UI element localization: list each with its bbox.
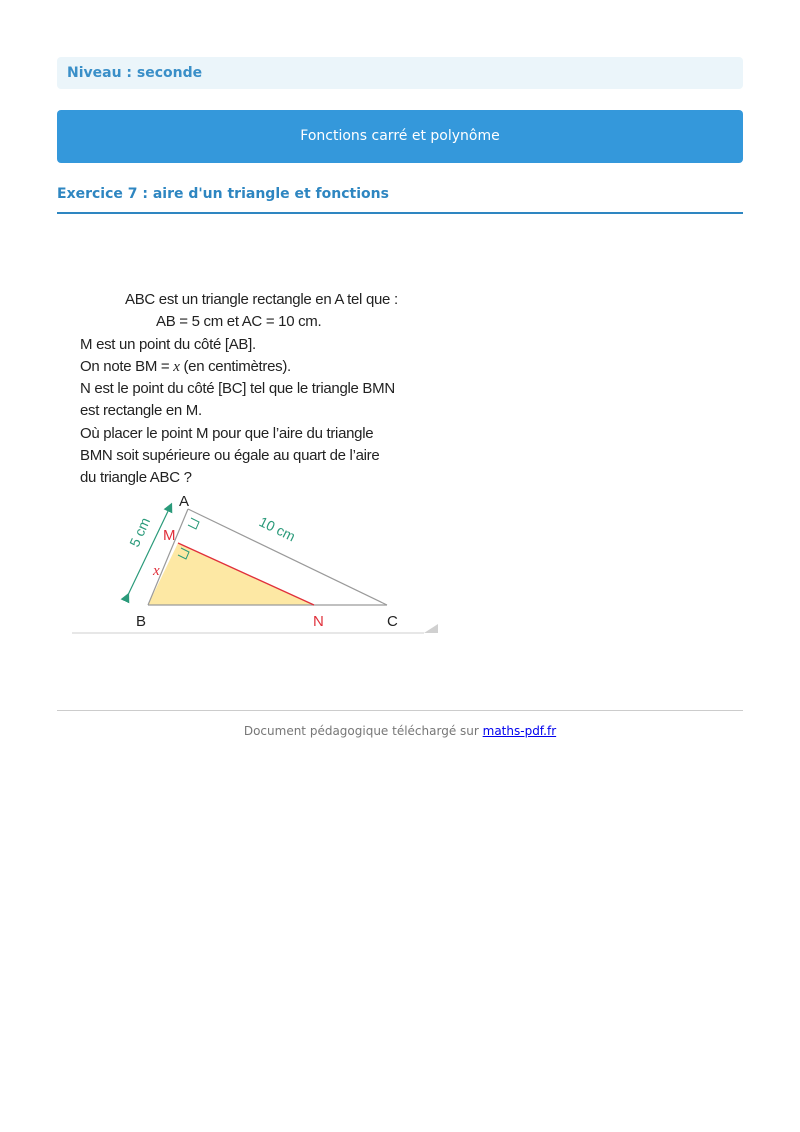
statement-line: ABC est un triangle rectangle en A tel que : (125, 291, 398, 308)
statement-line: AB = 5 cm et AC = 10 cm. (156, 313, 322, 331)
footer (57, 724, 743, 738)
statement-text: (en centimètres). (179, 357, 291, 375)
triangle-diagram (72, 490, 440, 637)
label-m: M (163, 527, 176, 544)
statement-line: est rectangle en M. (80, 402, 202, 420)
footer-text: Document pédagogique téléchargé sur (243, 724, 483, 738)
right-angle-a (188, 518, 199, 529)
exercise-title-underline (57, 212, 743, 214)
label-b: B (136, 613, 147, 630)
label-c: C (387, 613, 398, 630)
statement-line: Où placer le point M pour que l’aire du triangle (80, 424, 374, 442)
statement-line: BMN soit supérieure ou égale au quart de l’aire (80, 447, 380, 465)
label-n: N (313, 613, 324, 630)
exercise-statement (80, 289, 430, 490)
label-ac-length: 10 cm (256, 513, 298, 545)
statement-line: M est un point du côté [AB]. (80, 335, 256, 353)
page-title: Fonctions carré et polynôme (57, 110, 743, 163)
variable-x: x (173, 358, 180, 375)
statement-line: N est le point du côté [BC] tel que le triangle BMN (80, 380, 395, 398)
level-badge: Niveau : seconde (57, 57, 743, 89)
label-ab-length: 5 cm (126, 514, 154, 550)
statement-text: On note BM = (80, 357, 174, 375)
footer-link[interactable]: maths-pdf.fr (482, 724, 557, 738)
exercise-title: Exercice 7 : aire d'un triangle et fonctions (57, 186, 389, 202)
exercise-figure (72, 285, 440, 637)
statement-line (80, 356, 430, 378)
footer-divider (57, 710, 743, 711)
statement-line: du triangle ABC ? (80, 469, 192, 487)
figure-corner-fold (424, 624, 438, 633)
label-a: A (179, 493, 190, 510)
label-x: x (153, 563, 160, 579)
triangle-bmn-fill (148, 543, 314, 605)
